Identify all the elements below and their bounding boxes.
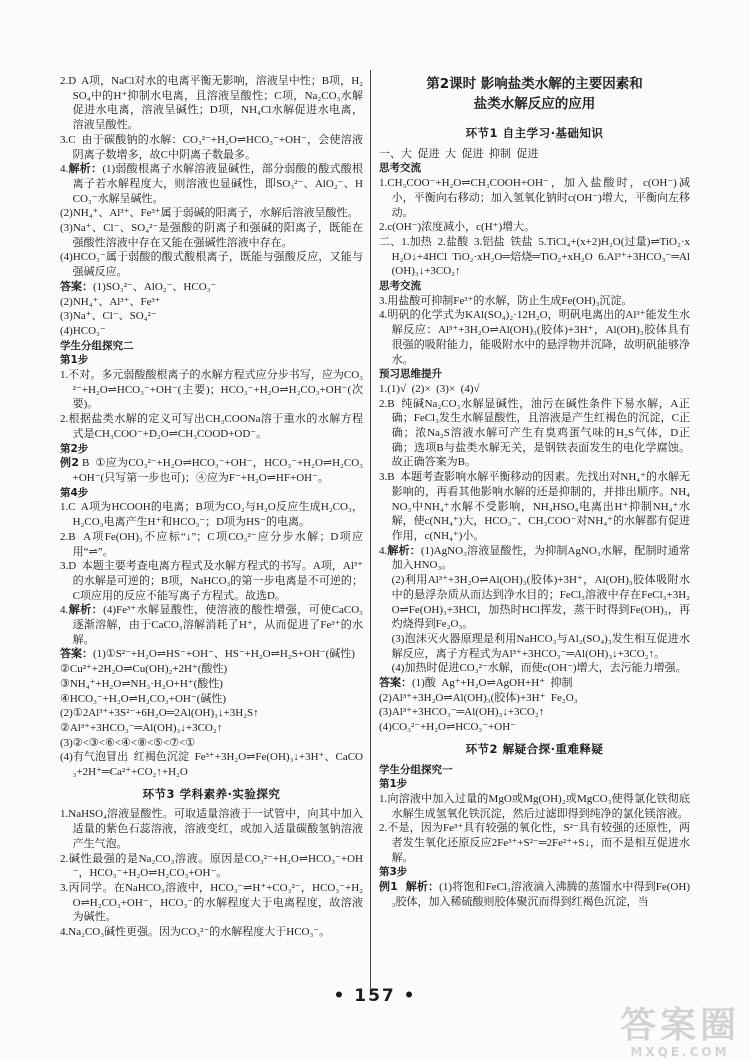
paragraph: (2)利用Al³⁺+3H₂O⇌Al(OH)₃(胶体)+3H⁺，Al(OH)₃胶体吸附水中的悬浮杂质从而达到净水目的；FeCl₃溶液中存在FeCl₃+3H₂O⇌Fe(OH)₃+3HCl，加热时HCl挥发，蒸干时得到Fe(OH)₃，再灼烧得到Fe₂O₃。 [391, 574, 690, 631]
paragraph-text: 2.B 纯碱Na₂CO₃水解显碱性，油污在碱性条件下易水解，A正确；FeCl₃发生水解显酸性，且溶液是产生红褐色的沉淀，C正确；浓Na₂S溶液水解可产生有臭鸡蛋气味的H₂S气体，D正确；选项B与盐类水解无关，是钢铁表面发生的电化学腐蚀。故正确答案为B。 [379, 397, 690, 469]
paragraph [60, 881, 363, 925]
subsection-heading: 学生分组探究一 [379, 763, 453, 776]
bold-lead: 答案： [60, 647, 93, 661]
paragraph-text: 3.D 本题主要考查电离方程式及水解方程式的书写。A项，Al³⁺的水解是可逆的；B项，NaHCO₃的第一步电离是不可逆的；C项应用的反应不能写离子方程式。故选D。 [60, 560, 363, 602]
paragraph [60, 250, 363, 279]
bold-lead: 答案： [379, 676, 412, 690]
bold-lead: 答案： [60, 279, 93, 293]
paragraph-text: 4.明矾的化学式为KAl(SO₄)₂·12H₂O，明矾电离出的Al³⁺能发生水解反应：Al³⁺+3H₂O⇌Al(OH)₃(胶体)+3H⁺，Al(OH)₃胶体具有很强的吸附能力，能吸附水中的悬浮物并沉降，故明矾能够净水。 [379, 309, 690, 366]
paragraph-text: (1)SO₃²⁻、AlO₂⁻、HCO₃⁻ [93, 280, 217, 293]
paragraph [379, 397, 690, 471]
paragraph-text: (2)Al³⁺+3H₂O⇌Al(OH)₃(胶体)+3H⁺ Fe₂O₃ [379, 691, 578, 704]
paragraph: (3)泡沫灭火器原理是利用NaHCO₃与Al₂(SO₄)₃发生相互促进水解反应，离子方程式为Al³⁺+3HCO₃⁻═Al(OH)₃↓+3CO₂↑。 [391, 632, 690, 660]
item-number: 4. [60, 163, 69, 176]
paragraph [60, 647, 363, 662]
paragraph-text: 1.不对。多元弱酸酸根离子的水解方程式应分步书写，应为CO₃²⁻+H₂O⇌HCO₃⁻+OH⁻(主要)；HCO₃⁻+H₂O⇌H₂CO₃+OH⁻(次要)。 [60, 369, 363, 411]
paragraph [379, 705, 690, 720]
paragraph [60, 807, 363, 851]
paragraph [379, 220, 690, 235]
paragraph [60, 925, 363, 940]
paragraph-text: 2.B A项Fe(OH)₃不应标“↓”；C项CO₃²⁻应分步水解；D项应用“⇌”。 [60, 530, 363, 558]
paragraph-text: (1)①S²⁻+H₂O⇌HS⁻+OH⁻、HS⁻+H₂O⇌H₂S+OH⁻(碱性) [93, 648, 355, 661]
paragraph [60, 530, 363, 559]
paragraph-text: (2)NH₄⁺、Al³⁺、Fe³⁺ [60, 295, 161, 308]
lesson-title: 盐类水解反应的应用 [473, 96, 596, 112]
paragraph-text: 一、大 促进 大 促进 抑制 促进 [379, 147, 539, 160]
paragraph-text: 2.c(OH⁻)浓度减小，c(H⁺)增大。 [379, 221, 536, 234]
paragraph [60, 456, 363, 485]
paragraph-text: (4)有气泡冒出 红褐色沉淀 Fe³⁺+3H₂O⇌Fe(OH)₃↓+3H⁺、CaCO₃+2H⁺═Ca²⁺+CO₂↑+H₂O [60, 751, 363, 779]
section-heading: 环节1 自主学习·基础知识 [465, 126, 604, 140]
right-column [379, 74, 690, 910]
page-number: • 157 • [333, 986, 417, 1006]
subsection-heading: 第2步 [60, 442, 89, 455]
paragraph-text: (3)Na⁺、Cl⁻、SO₄²⁻ [60, 310, 157, 323]
paragraph-text: 1.CH₃COO⁻+H₂O⇌CH₃COOH+OH⁻，加入盐酸时，c(OH⁻)减小，平衡向右移动；加入氢氧化钠时c(OH⁻)增大，平衡向左移动。 [379, 177, 690, 219]
paragraph [379, 676, 690, 691]
bold-lead: 例2 [60, 456, 79, 470]
subsection-heading: 第4步 [60, 486, 89, 499]
bold-lead: 解析： [387, 543, 421, 557]
section-heading: 环节3 学科素养·实验探究 [142, 786, 281, 801]
watermark-main: 答案圈 [619, 1005, 740, 1046]
paragraph [379, 880, 690, 909]
subsection-heading: 学生分组探究二 [60, 339, 134, 352]
bold-lead: 解析： [68, 162, 103, 176]
item-number: 4. [60, 604, 69, 617]
paragraph: (4)加热时促进CO₃²⁻水解，而使c(OH⁻)增大，去污能力增强。 [391, 662, 687, 675]
paragraph-text: (3)②<③<⑥<④<⑧<⑤<⑦<① [60, 736, 196, 749]
paragraph-text: (4)CO₃²⁻+H₂O⇌HCO₃⁻+OH⁻ [379, 721, 516, 734]
paragraph [60, 280, 363, 295]
paragraph-text: (2)NH₄⁺、Al³⁺、Fe³⁺属于弱碱的阳离子，水解后溶液呈酸性。 [60, 207, 359, 220]
paragraph [60, 736, 363, 751]
paragraph-text: 3.丙同学。在NaHCO₃溶液中，HCO₃⁻⇌H⁺+CO₃²⁻，HCO₃⁻+H₂O⇌H₂CO₃+OH⁻，HCO₃⁻的水解程度大于电离程度，故溶液为碱性。 [60, 881, 363, 924]
paragraph [60, 852, 363, 881]
paragraph-text: (1)弱酸根离子水解溶液显碱性，部分弱酸的酸式酸根离子若水解程度大，则溶液也显碱性，即SO₃²⁻、AlO₂⁻、HCO₃⁻水解呈碱性。 [72, 163, 364, 205]
paragraph [60, 324, 363, 339]
paragraph [60, 500, 363, 529]
subsection-heading: 第1步 [379, 778, 408, 791]
paragraph [60, 295, 363, 310]
paragraph-text: 2.碱性最强的是Na₂CO₃溶液。原因是CO₃²⁻+H₂O⇌HCO₃⁻+OH⁻，HCO₃⁻+H₂O⇌H₂CO₃+OH⁻。 [60, 852, 363, 880]
paragraph [60, 677, 363, 692]
paragraph [60, 412, 363, 441]
paragraph-text: 4.Na₂CO₃碱性更强。因为CO₃²⁻的水解程度大于HCO₃⁻。 [60, 926, 331, 939]
paragraph [60, 706, 363, 721]
paragraph-text: ②Al³⁺+3HCO₃⁻═Al(OH)₃↓+3CO₂↑ [60, 721, 223, 734]
paragraph-text: 二、1.加热 2.盐酸 3.铝盐 铁盐 5.TiCl₄+(x+2)H₂O(过量)⇌TiO₂·xH₂O↓+4HCl TiO₂·xH₂O═焙烧═TiO₂+xH₂O 6.Al³⁺+3HCO₃⁻═Al(OH)₃↓+3CO₂↑ [379, 235, 690, 278]
paragraph [60, 368, 363, 412]
paragraph [60, 559, 363, 603]
paragraph [60, 750, 363, 779]
paragraph-text: (4)HCO₃⁻ [60, 324, 106, 337]
paragraph-text: 3.B 本题考查影响水解平衡移动的因素。先找出对NH₄⁺的水解无影响的，再看其他影响水解的还是抑制的，并排出顺序。NH₄NO₃中NH₄⁺水解不受影响，NH₄HSO₄电离出H⁺抑制NH₄⁺水解，使c(NH₄⁺)大，HCO₃⁻、CH₃COO⁻对NH₄⁺的水解都有促进作用，c(NH₄⁺)小。 [379, 471, 690, 542]
paragraph [379, 470, 690, 544]
paragraph-text: 1.向溶液中加入过量的MgO或Mg(OH)₂或MgCO₃使得氯化铁彻底水解生成氢氧化铁沉淀，然后过滤即得到纯净的氯化镁溶液。 [379, 792, 690, 820]
paragraph-text: B ①应为CO₃²⁻+H₂O⇌HCO₃⁻+OH⁻，HCO₃⁻+H₂O⇌H₂CO₃+OH⁻(只写第一步也可)；④应为F⁻+H₂O⇌HF+OH⁻。 [72, 457, 364, 484]
paragraph-text: (3)Na⁺、Cl⁻、SO₄²⁻是强酸的阴离子和强碱的阳离子，既能在强酸性溶液中存在又能在强碱性溶液中存在。 [60, 222, 363, 249]
paragraph [60, 133, 363, 162]
lesson-title: 第2课时 影响盐类水解的主要因素和 [426, 76, 643, 92]
paragraph-text: (2)①2Al³⁺+3S²⁻+6H₂O═2Al(OH)₃↓+3H₂S↑ [60, 707, 259, 720]
paragraph [60, 603, 363, 647]
paragraph-text: (1)酸 Ag⁺+H₂O⇌AgOH+H⁺ 抑制 [412, 677, 573, 690]
paragraph [379, 691, 690, 706]
paragraph-text: ④HCO₃⁻+H₂O⇌H₂CO₃+OH⁻(碱性) [60, 692, 226, 705]
watermark-sub: MXQE.COM [630, 1045, 730, 1059]
paragraph [379, 176, 690, 220]
paragraph [379, 294, 690, 309]
paragraph-text: 3.用盐酸可抑制Fe³⁺的水解，防止生成Fe(OH)₃沉淀。 [379, 294, 633, 307]
paragraph [60, 309, 363, 324]
subsection-heading: 第1步 [60, 354, 89, 367]
paragraph [379, 720, 690, 735]
subsection-heading: 预习思维提升 [379, 368, 442, 381]
paragraph-text: (4)HCO₃⁻属于弱酸的酸式酸根离子，既能与强酸反应，又能与强碱反应。 [60, 251, 363, 279]
paragraph [379, 821, 690, 865]
paragraph-text: 1.(1)√ (2)× (3)× (4)√ [379, 382, 480, 395]
watermark-logo [619, 1005, 740, 1059]
paragraph [379, 147, 690, 162]
paragraph [60, 692, 363, 707]
paragraph-text: 1.NaHSO₄溶液显酸性。可取适量溶液于一试管中，向其中加入适量的紫色石蕊溶液，溶液变红，或加入适量碳酸氢钠溶液产生气泡。 [60, 808, 363, 850]
paragraph [60, 74, 363, 133]
subsection-heading: 思考交流 [379, 162, 421, 175]
bold-lead: 例1 解析： [379, 880, 440, 894]
paragraph-text: (1)AgNO₃溶液显酸性，为抑制AgNO₃水解，配制时通常加入HNO₃。 [391, 544, 690, 572]
subsection-heading: 思考交流 [379, 280, 421, 293]
paragraph [379, 382, 690, 397]
paragraph [60, 206, 363, 221]
section-heading: 环节2 解疑合探·重难释疑 [465, 741, 604, 756]
paragraph-text: (4)Fe³⁺水解显酸性，使溶液的酸性增强，可使CaCO₃逐渐溶解，由于CaCO₃溶解消耗了H⁺，从而促进了Fe³⁺的水解。 [72, 604, 363, 646]
paragraph-text: 3.C 由于碳酸钠的水解：CO₃²⁻+H₂O⇌HCO₃⁻+OH⁻，会使溶液阴离子数增多，故C中阴离子数最多。 [60, 133, 363, 161]
left-column [60, 74, 363, 940]
paragraph [60, 721, 363, 736]
paragraph [60, 162, 363, 206]
paragraph [60, 662, 363, 677]
paragraph-text: (3)Al³⁺+3HCO₃⁻═Al(OH)₃↓+3CO₂↑ [379, 706, 545, 719]
paragraph-text: 1.C A项为HCOOH的电离；B项为CO₂与H₂O反应生成H₂CO₃，H₂CO₃电离产生H⁺和HCO₃⁻；D项为HS⁻的电离。 [60, 501, 363, 529]
paragraph-text: ②Cu²⁺+2H₂O⇌Cu(OH)₂+2H⁺(酸性) [60, 663, 228, 676]
paragraph-text: 2.D A项，NaCl对水的电离平衡无影响，溶液呈中性；B项，H₂SO₄中的H⁺抑制水电离，且溶液呈酸性；C项，Na₂CO₃水解促进水电离，溶液呈碱性；D项，NH₄Cl水解促进水电离，溶液呈酸性。 [60, 75, 363, 132]
bold-lead: 解析： [68, 603, 104, 617]
paragraph [379, 544, 690, 573]
column-divider [370, 70, 371, 988]
item-number: 4. [379, 544, 388, 557]
paragraph [379, 235, 690, 279]
paragraph [379, 308, 690, 367]
paragraph-text: (1)将饱和FeCl₃溶液滴入沸腾的蒸馏水中得到Fe(OH)₃胶体，加入稀硫酸则胶体聚沉而得到红褐色沉淀，当 [391, 881, 690, 908]
subsection-heading: 第3步 [379, 866, 408, 879]
paragraph-text: 2.根据盐类水解的定义可写出CH₃COONa溶于重水的水解方程式是CH₃COO⁻+D₂O⇌CH₃COOD+OD⁻。 [60, 413, 363, 440]
paragraph [379, 792, 690, 821]
paragraph [60, 221, 363, 250]
paragraph-text: ③NH₄⁺+H₂O⇌NH₃·H₂O+H⁺(酸性) [60, 677, 223, 690]
paragraph-text: 2.不是，因为Fe³⁺具有较强的氧化性，S²⁻具有较强的还原性，两者发生氧化还原反应2Fe³⁺+S²⁻═2Fe²⁺+S↓，而不是相互促进水解。 [379, 822, 690, 864]
